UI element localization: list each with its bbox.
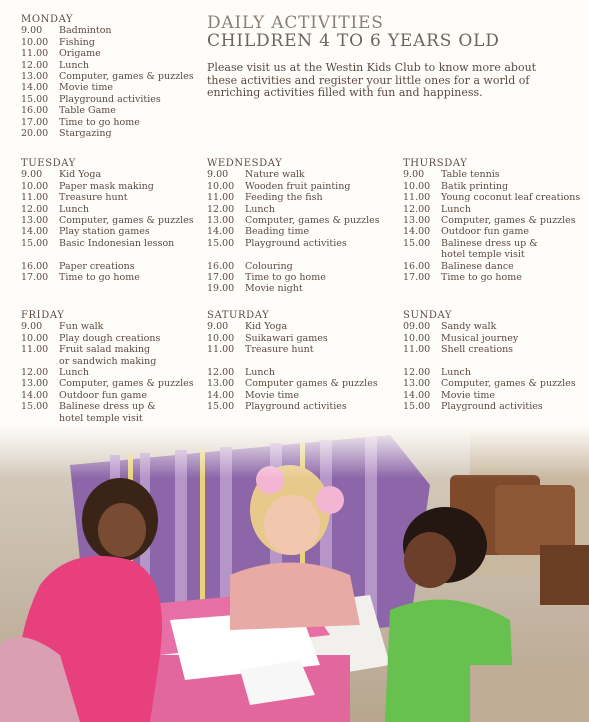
schedule-time [403,413,441,424]
schedule-row [403,378,589,389]
schedule-row [207,367,397,378]
schedule-activity: Play station games [59,226,150,238]
schedule-row [207,390,397,401]
schedule-row [207,283,397,294]
schedule-time: 17.00 [207,272,235,284]
schedule-row [403,333,589,344]
schedule-row [21,71,211,82]
schedule-row [207,192,397,203]
children-drawing-illustration [0,425,589,722]
day-title: SATURDAY [207,310,270,321]
schedule-time: 13.00 [403,378,431,390]
schedule-time: 12.00 [403,203,431,215]
schedule-time: 9.00 [21,169,43,181]
schedule-row [21,401,211,424]
schedule-time: 14.00 [207,389,235,401]
schedule-activity: Movie time [59,82,113,94]
schedule-row [207,401,397,412]
schedule-time: 16.00 [21,260,49,272]
schedule-activity: Computer, games & puzzles [441,378,576,390]
schedule-row [21,192,211,203]
schedule-activity: Table Game [59,105,116,117]
schedule-activity: Lunch [441,367,471,379]
schedule-row [21,333,211,344]
schedule-time: 12.00 [21,367,49,379]
schedule-time: 12.00 [207,367,235,379]
schedule-row [207,413,397,424]
page-subtitle: CHILDREN 4 TO 6 YEARS OLD [207,31,500,51]
schedule-row [21,37,211,48]
schedule-row [21,169,211,180]
schedule-time: 9.00 [207,321,229,333]
schedule-activity: Beading time [245,226,310,238]
schedule-row [207,378,397,389]
schedule-time: 16.00 [21,105,49,117]
schedule-time: 9.00 [207,169,229,181]
schedule-activity: Suikawari games [245,332,328,344]
schedule-activity: Lunch [59,367,89,379]
schedule-time: 15.00 [403,237,431,249]
schedule-row [21,60,211,71]
schedule-row [403,181,589,192]
schedule-activity: Basic Indonesian lesson [59,237,175,249]
schedule-row [21,321,211,332]
schedule-row [21,94,211,105]
schedule-row [403,367,589,378]
day-title: THURSDAY [403,158,468,169]
schedule-time: 14.00 [207,226,235,238]
schedule-activity: Musical journey [441,332,519,344]
schedule-row [403,413,589,424]
schedule-time: 09.00 [403,321,431,333]
schedule-time: 15.00 [21,93,49,105]
schedule-row [403,390,589,401]
schedule-time: 15.00 [207,237,235,249]
intro-paragraph: Please visit us at the Westin Kids Club to know more about these activities and register your little ones for a world of enriching activities filled with fun and happiness. [207,61,537,99]
schedule-row [207,238,397,249]
schedule-time: 10.00 [21,36,49,48]
schedule-row [403,192,589,203]
schedule-time: 13.00 [207,215,235,227]
schedule-activity: Computer, games & puzzles [245,215,380,227]
schedule-time: 17.00 [21,116,49,128]
schedule-activity: Outdoor fun game [441,226,529,238]
schedule-row [207,321,397,332]
schedule-time: 16.00 [403,260,431,272]
schedule-time [21,249,59,260]
schedule-activity: Lunch [59,59,89,71]
schedule-row [207,344,397,355]
schedule-time [207,356,245,367]
schedule-time: 15.00 [21,401,49,413]
schedule-activity: Balinese dress up & hotel temple visit [441,237,538,261]
schedule-activity: Wooden fruit painting [245,180,351,192]
schedule-activity: Fishing [59,36,95,48]
schedule-activity: Paper creations [59,260,135,272]
schedule-time [207,413,245,424]
schedule-time: 14.00 [403,226,431,238]
schedule-row [21,226,211,237]
schedule-row [207,261,397,272]
schedule-row [21,128,211,139]
schedule-row [403,226,589,237]
schedule-time: 12.00 [207,203,235,215]
schedule-row [21,378,211,389]
schedule-activity: Time to go home [245,272,326,284]
schedule-row [21,105,211,116]
schedule-time: 9.00 [21,321,43,333]
schedule-time: 15.00 [403,401,431,413]
schedule-activity: Lunch [441,203,471,215]
schedule-row [21,82,211,93]
schedule-activity: Kid Yoga [59,169,102,181]
schedule-time: 11.00 [403,344,431,356]
schedule-row [403,321,589,332]
schedule-activity [245,356,397,367]
schedule-time: 12.00 [403,367,431,379]
schedule-activity: Feeding the fish [245,192,323,204]
schedule-activity [245,413,397,424]
day-thursday [403,158,589,283]
schedule-time: 20.00 [21,128,49,140]
schedule-row [21,367,211,378]
day-title: WEDNESDAY [207,158,283,169]
page-title: DAILY ACTIVITIES [207,13,384,33]
schedule-row [403,344,589,355]
schedule-row [403,272,589,283]
schedule-time: 19.00 [207,283,235,295]
schedule-row [403,261,589,272]
schedule-activity: Play dough creations [59,332,161,344]
day-tuesday [21,158,211,283]
schedule-row [21,238,211,249]
schedule-activity: Kid Yoga [245,321,288,333]
schedule-activity: Fruit salad making or sandwich making [59,344,157,367]
schedule-time: 14.00 [403,389,431,401]
schedule-row [207,249,397,260]
schedule-time: 11.00 [21,48,49,60]
schedule-activity: Fun walk [59,321,104,333]
schedule-row [403,204,589,215]
day-wednesday [207,158,397,295]
schedule-activity: Playground activities [59,93,161,105]
schedule-activity: Lunch [245,203,275,215]
schedule-row [207,215,397,226]
schedule-time: 11.00 [207,192,235,204]
schedule-activity: Table tennis [441,169,500,181]
day-title: FRIDAY [21,310,65,321]
schedule-time: 14.00 [21,226,49,238]
schedule-time: 10.00 [207,332,235,344]
schedule-time: 13.00 [21,378,49,390]
schedule-row [21,215,211,226]
schedule-row [207,272,397,283]
schedule-activity: Nature walk [245,169,305,181]
schedule-activity: Outdoor fun game [59,389,147,401]
schedule-time: 13.00 [403,215,431,227]
schedule-time: 15.00 [21,237,49,249]
schedule-activity: Treasure hunt [245,344,314,356]
schedule-activity: Paper mask making [59,180,154,192]
schedule-row [21,117,211,128]
schedule-activity: Playground activities [441,401,543,413]
schedule-time: 11.00 [403,192,431,204]
schedule-row [21,249,211,260]
schedule-activity: Computer, games & puzzles [59,215,194,227]
schedule-time [403,356,441,367]
schedule-activity [59,249,211,260]
schedule-row [207,204,397,215]
schedule-row [21,25,211,36]
schedule-time: 14.00 [21,389,49,401]
schedule-time: 9.00 [21,25,43,37]
schedule-activity: Playground activities [245,401,347,413]
schedule-activity: Computer, games & puzzles [441,215,576,227]
schedule-activity: Badminton [59,25,112,37]
schedule-row [21,204,211,215]
schedule-time: 12.00 [21,203,49,215]
schedule-time: 10.00 [207,180,235,192]
children-photo [0,425,589,722]
schedule-activity: Lunch [245,367,275,379]
schedule-activity: Computer games & puzzles [245,378,378,390]
schedule-activity [441,356,589,367]
schedule-row [21,344,211,367]
schedule-time: 11.00 [21,192,49,204]
schedule-activity: Movie time [441,389,495,401]
schedule-activity: Origame [59,48,101,60]
schedule-time: 15.00 [207,401,235,413]
schedule-time: 11.00 [21,344,49,356]
schedule-activity: Time to go home [441,272,522,284]
schedule-time: 13.00 [21,215,49,227]
schedule-activity: Treasure hunt [59,192,128,204]
schedule-activity: Time to go home [59,116,140,128]
schedule-time: 10.00 [403,332,431,344]
schedule-row [21,261,211,272]
schedule-time [207,249,245,260]
schedule-activity: Shell creations [441,344,514,356]
schedule-row [403,169,589,180]
schedule-row [207,181,397,192]
schedule-time: 11.00 [207,344,235,356]
schedule-row [207,226,397,237]
schedule-row [403,215,589,226]
schedule-activity: Young coconut leaf creations [441,192,581,204]
day-title: TUESDAY [21,158,76,169]
schedule-time: 13.00 [21,71,49,83]
day-title: MONDAY [21,14,74,25]
day-title: SUNDAY [403,310,453,321]
schedule-time: 12.00 [21,59,49,71]
schedule-activity [441,413,589,424]
schedule-activity: Batik printing [441,180,509,192]
schedule-activity [245,249,397,260]
schedule-activity: Movie time [245,389,299,401]
schedule-time: 9.00 [403,169,425,181]
schedule-activity: Lunch [59,203,89,215]
schedule-row [207,333,397,344]
day-monday [21,14,211,139]
schedule-activity: Balinese dress up & hotel temple visit [59,401,156,424]
schedule-activity: Stargazing [59,128,112,140]
schedule-row [21,181,211,192]
schedule-time: 13.00 [207,378,235,390]
schedule-activity: Movie night [245,283,303,295]
schedule-activity: Computer, games & puzzles [59,71,194,83]
schedule-time: 10.00 [403,180,431,192]
schedule-time: 14.00 [21,82,49,94]
page-header [207,14,567,100]
schedule-activity: Computer, games & puzzles [59,378,194,390]
schedule-activity: Balinese dance [441,260,514,272]
schedule-activity: Playground activities [245,237,347,249]
schedule-activity: Colouring [245,260,293,272]
schedule-row [21,272,211,283]
schedule-row [403,238,589,261]
schedule-row [21,48,211,59]
schedule-time: 17.00 [403,272,431,284]
schedule-time: 16.00 [207,260,235,272]
schedule-activity: Time to go home [59,272,140,284]
schedule-time: 17.00 [21,272,49,284]
schedule-time: 10.00 [21,332,49,344]
schedule-row [403,356,589,367]
schedule-row [207,169,397,180]
schedule-row [207,356,397,367]
schedule-time: 10.00 [21,180,49,192]
schedule-row [403,401,589,412]
schedule-row [21,390,211,401]
schedule-activity: Sandy walk [441,321,497,333]
